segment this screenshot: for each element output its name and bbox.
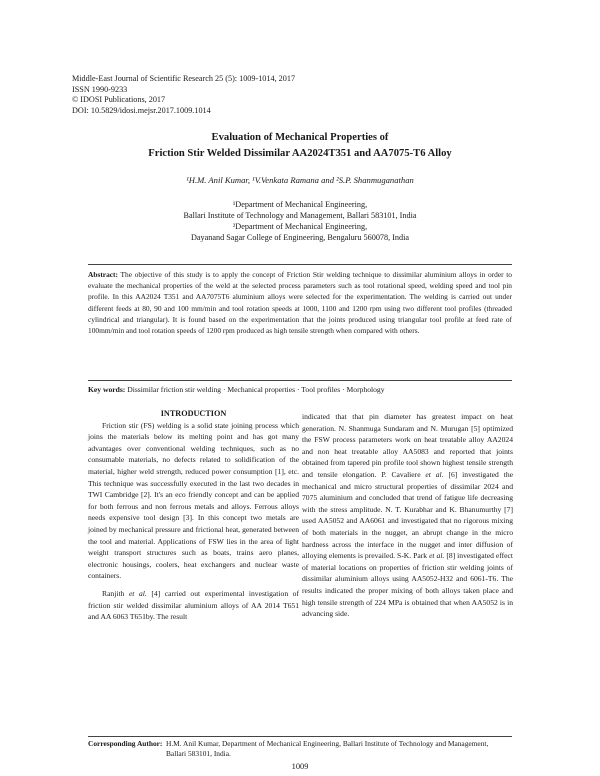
keywords-label: Key words: [88, 385, 126, 394]
affiliation-line: Dayanand Sagar College of Engineering, Bengaluru 560078, India [190, 233, 410, 242]
text-run: [6] investigated the mechanical and micro structural properties of dissimilar 2024 and 7075 aluminium and concluded that trend of fatigue life decreasing with the stress amplitude. N. T. Kurabhar and K. Bhanumurthy [7] used AA5052 and AA6061 and investigated that no rigorous mixing of both materials in the nugget, an abrupt change in the micro hardness across the interface in the nugget and inter diffusion of alloying elements is prevailed. S-K. Park [302, 469, 513, 561]
authors: ¹H.M. Anil Kumar, ¹V.Venkata Ramana and ²S.P. Shanmuganathan [186, 175, 414, 185]
et-al: et al. [429, 551, 445, 561]
page-number: 1009 [291, 762, 309, 771]
corresponding-label: Corresponding Author: [88, 739, 163, 748]
footer-rule [88, 736, 512, 737]
abstract-text: The objective of this study is to apply the concept of Friction Stir welding technique to dissimilar aluminium alloys in order to evaluate the mechanical properties of the weld at the selected process parameters such as tool rotational speed, welding speed and tool pin profile. In this AA2024 T351 and AA7075T6 aluminium alloys were selected for the experimentation. The welding is carried out under different feeds at 80, 90 and 100 mm/min and tool rotation speeds at 1000, 1100 and 1200 rpm using two different tool profiles (threaded cylindrical and triangular). It is found based on the experimentation that the joints produced using triangular tool profile at feed rate of 100mm/min and tool rotation speeds of 1200 rpm produced as high tensile strength when compared with others. [88, 270, 512, 336]
keywords [88, 385, 512, 394]
affiliation-line: ²Department of Mechanical Engineering, [232, 222, 368, 231]
abstract [88, 269, 512, 336]
affiliation-line: ¹Department of Mechanical Engineering, [232, 200, 368, 209]
keywords-rule [88, 380, 512, 381]
text-run: [8] investigated effect of material locations on properties of friction stir welding joints of dissimilar aluminium alloys using AA5052-H32 and 6061-T6. The results indicated the proper mixing of both alloys taken place and high tensile strength of 224 MPa is obtained that when AA5052 is in advancing side. [302, 551, 513, 619]
publisher: © IDOSI Publications, 2017 [72, 95, 166, 105]
corresponding-text: H.M. Anil Kumar, Department of Mechanical Engineering, Ballari Institute of Technology and Management, Ballari 583101, India. [166, 739, 489, 759]
title-line-1: Evaluation of Mechanical Properties of [211, 132, 389, 143]
et-al: et al. [425, 469, 444, 479]
left-column [88, 408, 299, 623]
issn: ISSN 1990-9233 [72, 84, 128, 94]
intro-paragraph-continued [302, 411, 513, 620]
intro-paragraph-1: Friction stir (FS) welding is a solid state joining process which joins the materials below its melting point and has got many advantages over conventional welding techniques, such as no consumable materials, no defects related to solidification of the material, higher weld strength, reduced power consumption [1], etc. This technique was successfully executed in the last two decades in TWI Cambridge [2]. It's an eco friendly concept and can be applied for both ferrous and non ferrous metals and alloys. Ferrous alloys needs expensive tool design [3]. In this concept two metals are joined by mechanical pressure and frictional heat, generated between the tool and material. Applications of FSW lies in the area of light weight transport structures such as boats, trains aero planes, electronic housings, coolers, heat exchangers and nuclear waste containers. [88, 420, 299, 581]
keywords-text: Dissimilar friction stir welding · Mechanical properties · Tool profiles · Morphology [127, 385, 385, 394]
text-run: Ranjith [102, 588, 129, 598]
doi: DOI: 10.5829/idosi.mejsr.2017.1009.1014 [72, 105, 211, 115]
text-run: [4] carried out experimental investigation of friction stir welded dissimilar aluminium alloys of AA 2014 T651 and AA 6063 T651by. The result [88, 588, 300, 622]
text-run: indicated that that pin diameter has greatest impact on heat generation. N. Shanmuga Sundaram and N. Murugan [5] optimized the FSW process parameters work on heat treatable alloy AA2024 and non heat treatable alloy AA5083 and reported that joints obtained from tapered pin profile tool shown highest tensile strength and tensile elongation. P. Cavaliere [302, 412, 513, 479]
right-column [302, 411, 513, 620]
affiliation-line: Ballari Institute of Technology and Management, Ballari 583101, India [183, 211, 417, 220]
journal-header [72, 74, 295, 116]
title-line-2: Friction Stir Welded Dissimilar AA2024T351 and AA7075-T6 Alloy [148, 147, 452, 159]
journal-citation: Middle-East Journal of Scientific Research 25 (5): 1009-1014, 2017 [72, 74, 296, 83]
et-al: et al. [128, 588, 147, 598]
intro-paragraph-2 [88, 588, 299, 623]
paper-title [0, 130, 600, 161]
section-heading: INTRODUCTION [160, 409, 227, 418]
abstract-top-rule [88, 264, 512, 265]
abstract-label: Abstract: [88, 270, 118, 279]
affiliations [0, 199, 600, 243]
corresponding-author [88, 739, 512, 760]
